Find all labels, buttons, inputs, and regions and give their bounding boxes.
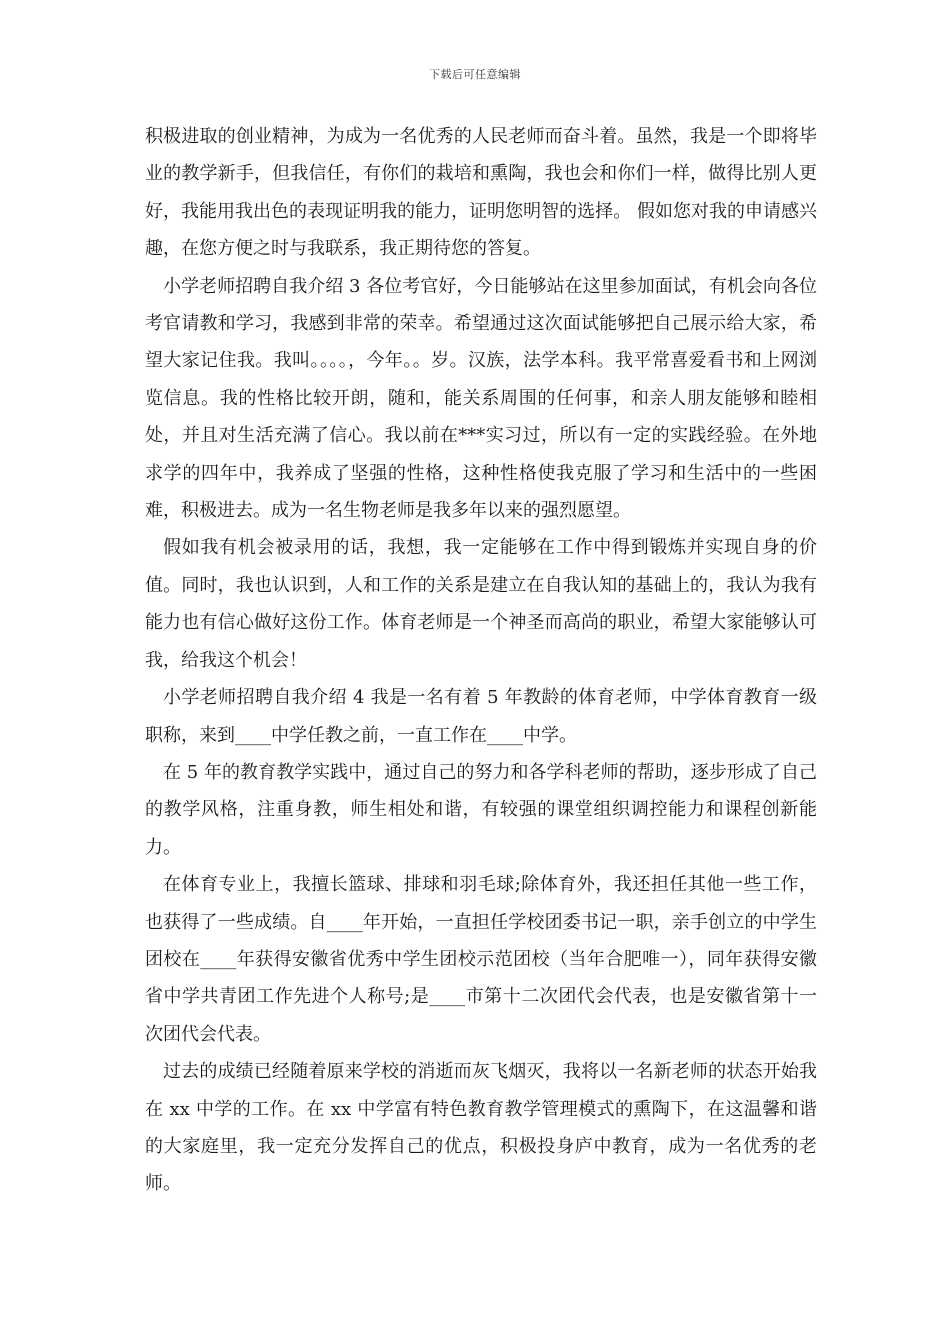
paragraph-7: 过去的成绩已经随着原来学校的消逝而灰飞烟灭，我将以一名新老师的状态开始我在 xx 中学的工作。在 xx 中学富有特色教育教学管理模式的熏陶下，在这温馨和谐的大家庭里，我一定充分发挥自己的优点，积极投身庐中教育，成为一名优秀的老师。 xyxy=(145,1061,817,1195)
paragraph-6: 在体育专业上，我擅长篮球、排球和羽毛球;除体育外，我还担任其他一些工作，也获得了一些成绩。自____年开始，一直担任学校团委书记一职，亲手创立的中学生团校在____年获得安徽省优秀中学生团校示范团校（当年合肥唯一），同年获得安徽省中学共青团工作先进个人称号;是____市第十二次团代会代表，也是安徽省第十一次团代会代表。 xyxy=(145,874,817,1045)
paragraph-1: 积极进取的创业精神，为成为一名优秀的人民老师而奋斗着。虽然，我是一个即将毕业的教学新手，但我信任，有你们的栽培和熏陶，我也会和你们一样，做得比别人更好，我能用我出色的表现证明我的能力，证明您明智的选择。 假如您对我的申请感兴趣，在您方便之时与我联系，我正期待您的答复。 xyxy=(145,126,817,260)
paragraph-5: 在 5 年的教育教学实践中，通过自己的努力和各学科老师的帮助，逐步形成了自己的教学风格，注重身教，师生相处和谐，有较强的课堂组织调控能力和课程创新能力。 xyxy=(145,761,817,858)
page-header: 下载后可任意编辑 xyxy=(429,68,521,81)
document-body xyxy=(145,118,817,1203)
paragraph-2: 小学老师招聘自我介绍 3 各位考官好，今日能够站在这里参加面试，有机会向各位考官请教和学习，我感到非常的荣幸。希望通过这次面试能够把自己展示给大家，希望大家记住我。我叫。。。。，今年。。岁。汉族，法学本科。我平常喜爱看书和上网浏览信息。我的性格比较开朗，随和，能关系周围的任何事，和亲人朋友能够和睦相处，并且对生活充满了信心。我以前在***实习过，所以有一定的实践经验。在外地求学的四年中，我养成了坚强的性格，这种性格使我克服了学习和生活中的一些困难，积极进去。成为一名生物老师是我多年以来的强烈愿望。 xyxy=(145,275,817,522)
paragraph-4: 小学老师招聘自我介绍 4 我是一名有着 5 年教龄的体育老师，中学体育教育一级职称，来到____中学任教之前，一直工作在____中学。 xyxy=(145,687,817,746)
paragraph-3: 假如我有机会被录用的话，我想，我一定能够在工作中得到锻炼并实现自身的价值。同时，我也认识到，人和工作的关系是建立在自我认知的基础上的，我认为我有能力也有信心做好这份工作。体育老师是一个神圣而高尚的职业，希望大家能够认可我，给我这个机会！ xyxy=(145,537,817,671)
